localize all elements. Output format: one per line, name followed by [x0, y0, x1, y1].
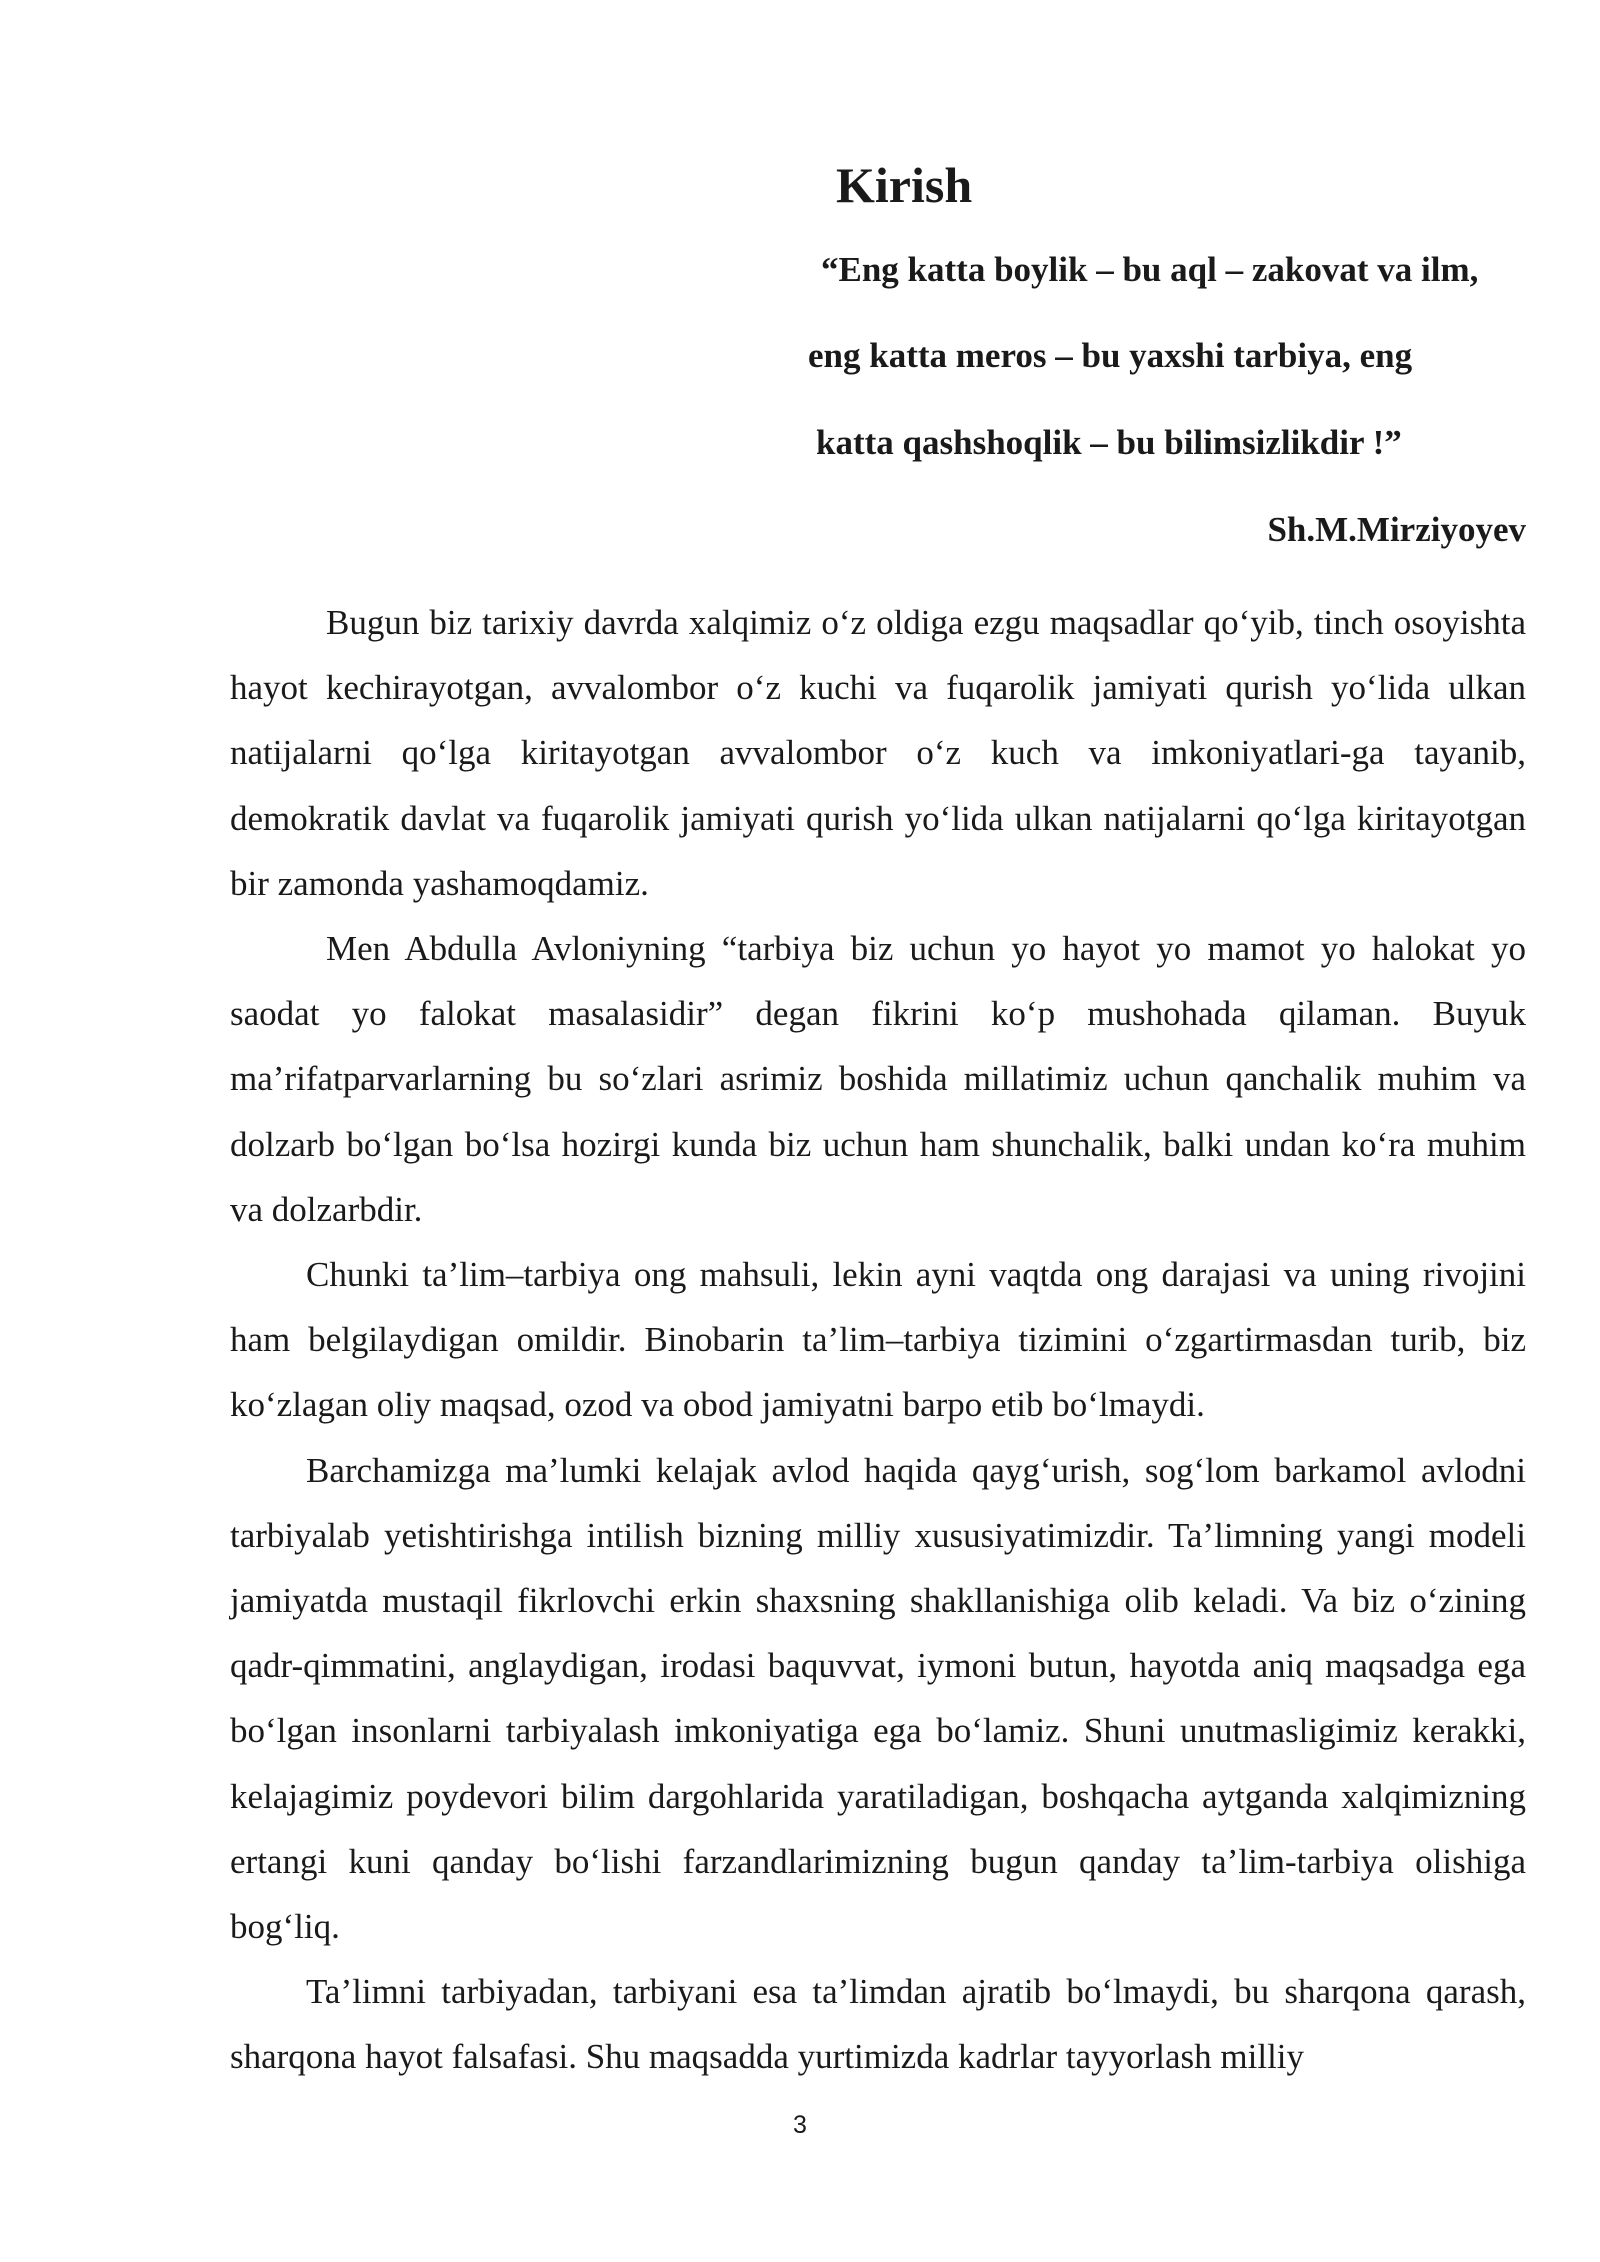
paragraph: Bugun biz tarixiy davrda xalqimiz o‘z oldiga ezgu maqsadlar qo‘yib, tinch osoyishta hayot kechirayotgan, avvalombor o‘z kuchi va fuqarolik jamiyati qurish yo‘lida ulkan natijalarni qo‘lga kiritayotgan avvalombor o‘z kuch va imkoniyatlari-ga tayanib, demokratik davlat va fuqarolik jamiyati qurish yo‘lida ulkan natijalarni qo‘lga kiritayotgan bir zamonda yashamoqdamiz. — [230, 603, 1526, 903]
epigraph-line: eng katta meros – bu yaxshi tarbiya, eng — [808, 336, 1413, 375]
page-title: Kirish — [836, 157, 973, 213]
paragraph: Chunki ta’lim–tarbiya ong mahsuli, lekin ayni vaqtda ong darajasi va uning rivojini ham belgilaydigan omildir. Binobarin ta’lim–tarbiya tizimini o‘zgartirmasdan turib, biz ko‘zlagan oliy maqsad, ozod va obod jamiyatni barpo etib bo‘lmaydi. — [230, 1255, 1526, 1425]
epigraph-line: “Eng katta boylik – bu aql – zakovat va ilm, — [821, 250, 1479, 289]
page-number: 3 — [793, 2111, 807, 2139]
paragraph: Ta’limni tarbiyadan, tarbiyani esa ta’limdan ajratib bo‘lmaydi, bu sharqona qarash, sharqona hayot falsafasi. Shu maqsadda yurtimizda kadrlar tayyorlash milliy — [230, 1972, 1526, 2077]
paragraph: Barchamizga ma’lumki kelajak avlod haqida qayg‘urish, sog‘lom barkamol avlodni tarbiyalab yetishtirishga intilish bizning milliy xususiyatimizdir. Ta’limning yangi modeli jamiyatda mustaqil fikrlovchi erkin shaxsning shakllanishiga olib keladi. Va biz o‘zining qadr-qimmatini, anglaydigan, irodasi baquvvat, iymoni butun, hayotda aniq maqsadga ega bo‘lgan insonlarni tarbiyalash imkoniyatiga ega bo‘lamiz. Shuni unutmasligimiz kerakki, kelajagimiz poydevori bilim dargohlarida yaratiladigan, boshqacha aytganda xalqimizning ertangi kuni qanday bo‘lishi farzandlarimizning bugun qanday ta’lim-tarbiya olishiga bog‘liq. — [230, 1450, 1526, 1947]
epigraph-author: Sh.M.Mirziyoyev — [1267, 510, 1526, 549]
paragraph: Men Abdulla Avloniyning “tarbiya biz uchun yo hayot yo mamot yo halokat yo saodat yo falokat masalasidir” degan fikrini ko‘p mushohada qilaman. Buyuk ma’rifatparvarlarning bu so‘zlari asrimiz boshida millatimiz uchun qanchalik muhim va dolzarb bo‘lgan bo‘lsa hozirgi kunda biz uchun ham shunchalik, balki undan ko‘ra muhim va dolzarbdir. — [230, 929, 1526, 1229]
body-text — [230, 590, 1526, 2090]
epigraph-line: katta qashshoqlik – bu bilimsizlikdir !” — [816, 423, 1402, 462]
